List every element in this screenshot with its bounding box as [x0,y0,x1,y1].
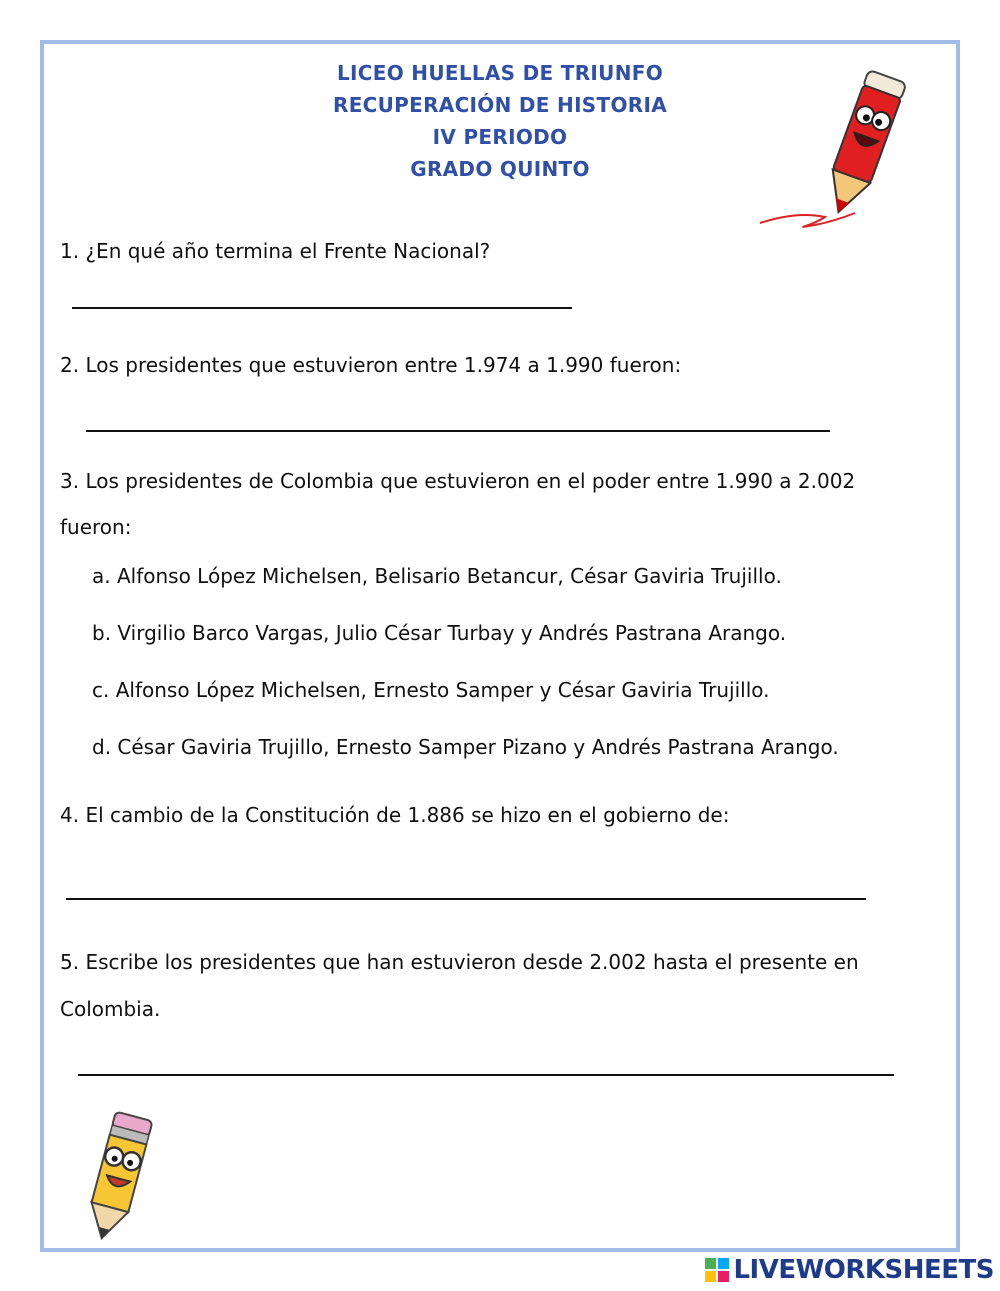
option-a[interactable]: a. Alfonso López Michelsen, Belisario Betancur, César Gaviria Trujillo. [92,564,782,588]
yellow-cartoon-pencil-icon [75,1110,160,1245]
brand-text: LIVEWORKSHEETS [733,1255,994,1285]
question-4: 4. El cambio de la Constitución de 1.886 se hizo en el gobierno de: [60,803,730,827]
school-name: LICEO HUELLAS DE TRIUNFO [336,61,664,85]
option-c[interactable]: c. Alfonso López Michelsen, Ernesto Samper y César Gaviria Trujillo. [92,678,770,702]
liveworksheets-logo-icon [705,1258,729,1282]
question-3-line-2: fueron: [60,515,132,539]
subject-title: RECUPERACIÓN DE HISTORIA [333,93,667,117]
grade-label: GRADO QUINTO [410,157,590,181]
question-5-line-2: Colombia. [60,997,161,1021]
answer-line-1[interactable] [72,307,572,309]
liveworksheets-brand [705,1253,994,1287]
answer-line-5[interactable] [78,1074,894,1076]
question-3-line-1: 3. Los presidentes de Colombia que estuvieron en el poder entre 1.990 a 2.002 [60,469,856,493]
question-1: 1. ¿En qué año termina el Frente Nacional? [60,239,491,263]
option-d[interactable]: d. César Gaviria Trujillo, Ernesto Samper Pizano y Andrés Pastrana Arango. [92,735,839,759]
red-cartoon-pencil-icon [755,55,935,235]
period-label: IV PERIODO [432,125,568,149]
question-2: 2. Los presidentes que estuvieron entre 1.974 a 1.990 fueron: [60,353,682,377]
answer-line-4[interactable] [66,898,866,900]
answer-line-2[interactable] [86,430,830,432]
option-b[interactable]: b. Virgilio Barco Vargas, Julio César Turbay y Andrés Pastrana Arango. [92,621,787,645]
question-5-line-1: 5. Escribe los presidentes que han estuvieron desde 2.002 hasta el presente en [60,950,859,974]
